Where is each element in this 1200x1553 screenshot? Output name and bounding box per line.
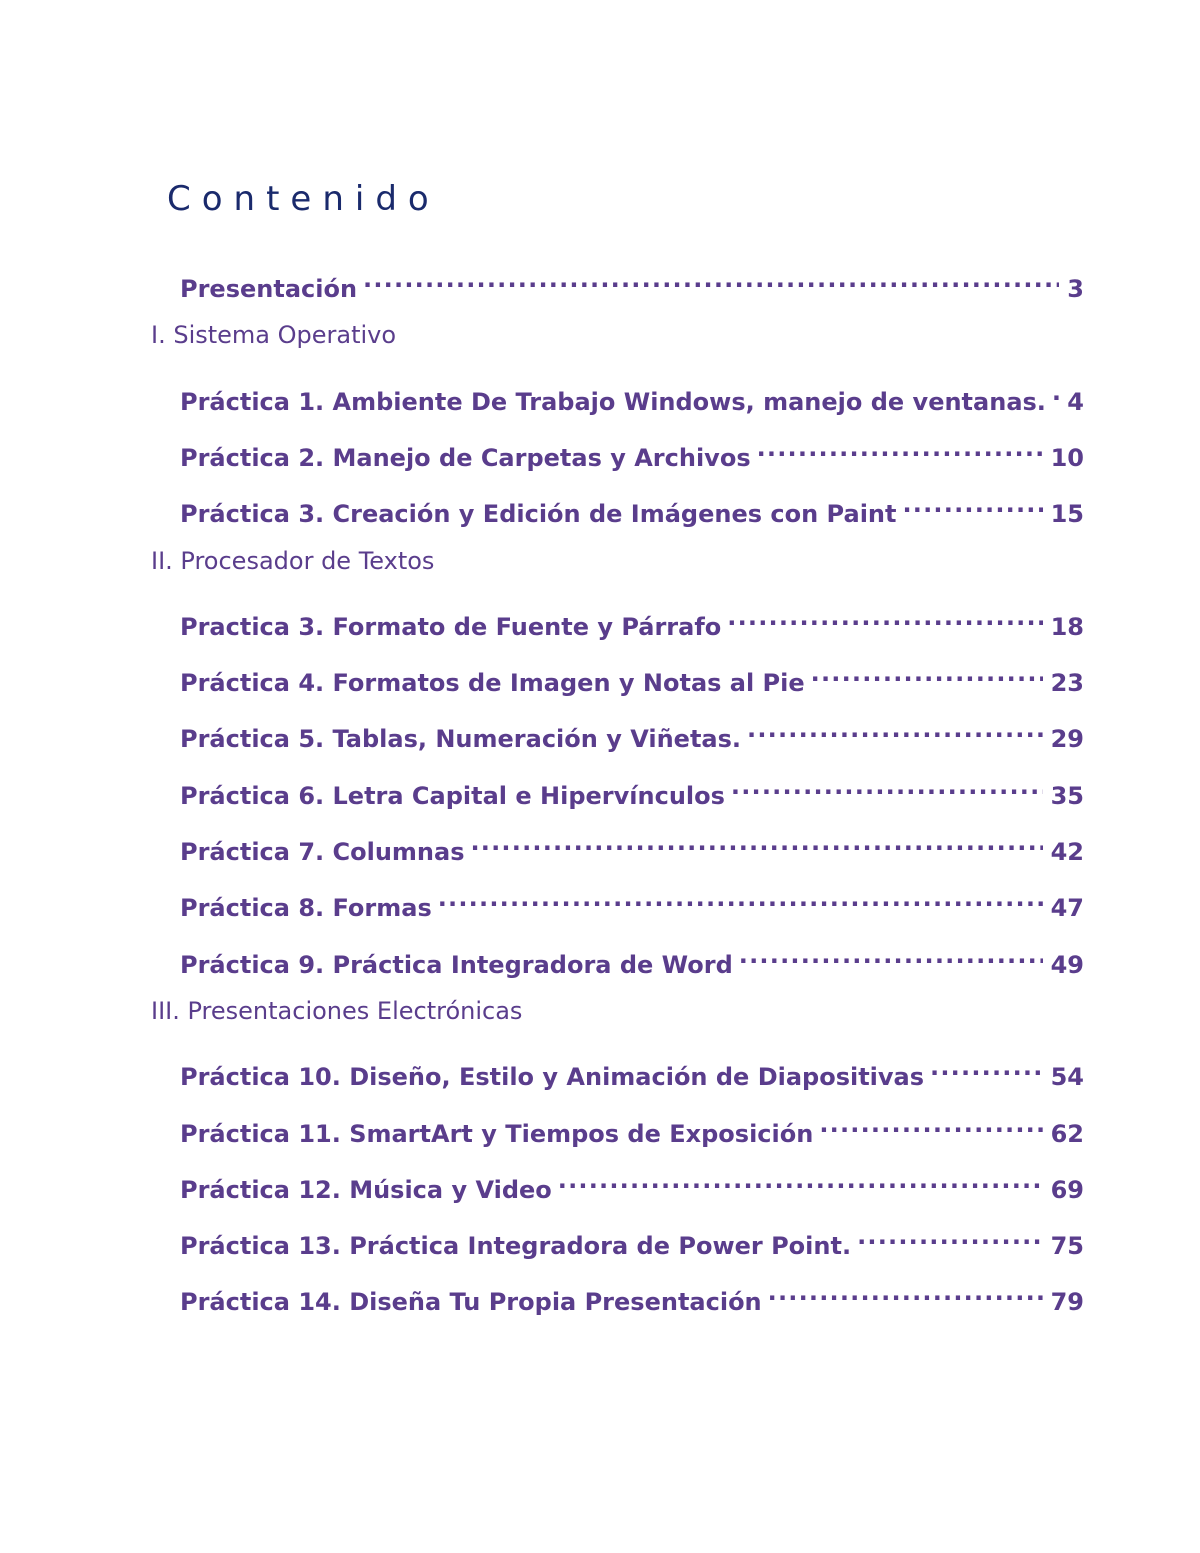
toc-section-heading [151,317,1084,353]
toc-entry-label: Presentación [180,271,363,307]
toc-page-number: 18 [1043,609,1084,645]
toc-section-heading [151,543,1084,579]
toc-dot-leader [768,1274,1043,1310]
toc-dot-leader [739,937,1043,973]
toc-entry [180,599,1084,641]
toc-dot-leader [470,824,1042,860]
toc-dot-leader [1052,374,1059,410]
toc-dot-leader [757,430,1043,466]
toc-section-label: I. Sistema Operativo [151,317,402,353]
page-title: Contenido [167,179,440,219]
toc-dot-leader [811,655,1043,691]
toc-entry [180,1049,1084,1091]
toc-entry [180,655,1084,697]
toc-entry-label: Práctica 10. Diseño, Estilo y Animación de Diapositivas [180,1059,930,1095]
toc-entry [180,1218,1084,1260]
toc-entry-label: Práctica 7. Columnas [180,834,470,870]
toc-page-number: 75 [1043,1228,1084,1264]
toc-entry [180,374,1084,416]
toc-page-number: 10 [1043,440,1084,476]
toc-page-number: 29 [1043,721,1084,757]
toc-page-number: 54 [1043,1059,1084,1095]
toc-dot-leader [747,711,1043,747]
toc-entry-label: Práctica 5. Tablas, Numeración y Viñetas. [180,721,747,757]
toc-page-number: 4 [1059,384,1084,420]
toc-page-number: 23 [1043,665,1084,701]
toc-dot-leader [930,1049,1043,1085]
toc-page-number: 47 [1043,890,1084,926]
toc-page-number: 15 [1043,496,1084,532]
toc-section-heading [151,993,1084,1029]
toc-entry-label: Práctica 2. Manejo de Carpetas y Archivos [180,440,757,476]
toc-entry-label: Práctica 6. Letra Capital e Hipervínculos [180,778,731,814]
toc-dot-leader [558,1162,1043,1198]
toc-entry [180,430,1084,472]
toc-dot-leader [819,1106,1042,1142]
toc-page-number: 3 [1059,271,1084,307]
toc-page-number: 79 [1043,1284,1084,1320]
toc-entry-label: Práctica 1. Ambiente De Trabajo Windows, manejo de ventanas. [180,384,1052,420]
toc-section-label: III. Presentaciones Electrónicas [151,993,528,1029]
toc-page-number: 35 [1043,778,1084,814]
toc-entry [180,1162,1084,1204]
toc-page-number: 69 [1043,1172,1084,1208]
toc-page-number: 42 [1043,834,1084,870]
toc-dot-leader [731,768,1043,804]
toc-dot-leader [363,261,1059,297]
toc-page-number: 49 [1043,947,1084,983]
toc-dot-leader [902,486,1042,522]
toc-section-label: II. Procesador de Textos [151,543,440,579]
toc-entry-label: Práctica 4. Formatos de Imagen y Notas al Pie [180,665,811,701]
toc-entry-label: Práctica 12. Música y Video [180,1172,558,1208]
toc-entry-label: Práctica 13. Práctica Integradora de Power Point. [180,1228,857,1264]
toc-entry [180,711,1084,753]
toc-entry [180,1274,1084,1316]
toc-entry [180,937,1084,979]
toc-entry-label: Práctica 14. Diseña Tu Propia Presentación [180,1284,768,1320]
toc-entry-label: Práctica 9. Práctica Integradora de Word [180,947,739,983]
toc-entry [180,768,1084,810]
toc-entry-label: Práctica 11. SmartArt y Tiempos de Exposición [180,1116,819,1152]
toc-entry-label: Práctica 8. Formas [180,890,438,926]
toc-page-number: 62 [1043,1116,1084,1152]
toc-dot-leader [727,599,1042,635]
toc-entry [180,880,1084,922]
toc-entry-label: Practica 3. Formato de Fuente y Párrafo [180,609,727,645]
toc-entry-label: Práctica 3. Creación y Edición de Imágenes con Paint [180,496,902,532]
toc-dot-leader [857,1218,1043,1254]
toc-entry [180,1106,1084,1148]
toc-entry [180,824,1084,866]
toc-dot-leader [438,880,1043,916]
toc-entry [180,261,1084,303]
toc-entry [180,486,1084,528]
